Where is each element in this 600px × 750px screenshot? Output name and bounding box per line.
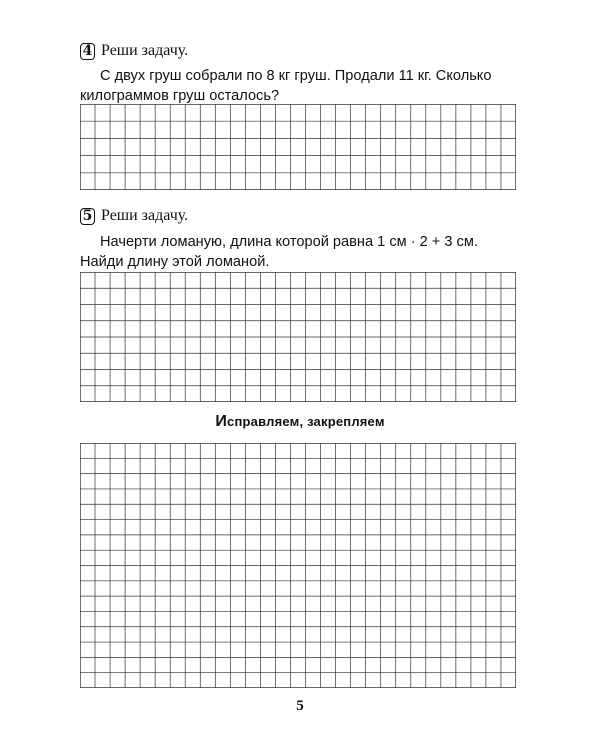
task-4-number: 4 bbox=[80, 43, 95, 60]
task-4-text: С двух груш собрали по 8 кг груш. Продали 11 кг. Сколько килограммов груш осталось? bbox=[80, 68, 492, 104]
task-5-header bbox=[80, 205, 188, 227]
task-5-title: Реши задачу. bbox=[101, 207, 189, 224]
task-4-header bbox=[80, 40, 188, 62]
section-heading-initial: И bbox=[215, 413, 228, 430]
task-5-text: Начерти ломаную, длина которой равна 1 см · 2 + 3 см. Найди длину этой ломаной. bbox=[80, 234, 478, 270]
task-4-title: Реши задачу. bbox=[101, 42, 189, 59]
answer-grid-task-5[interactable] bbox=[80, 272, 516, 402]
section-heading bbox=[0, 413, 600, 431]
answer-grid-task-4[interactable] bbox=[80, 104, 516, 190]
section-heading-rest: справляем, закрепляем bbox=[227, 414, 385, 429]
answer-grid-practice[interactable] bbox=[80, 443, 516, 688]
task-5-number: 5 bbox=[80, 208, 95, 225]
page-number: 5 bbox=[296, 698, 304, 714]
